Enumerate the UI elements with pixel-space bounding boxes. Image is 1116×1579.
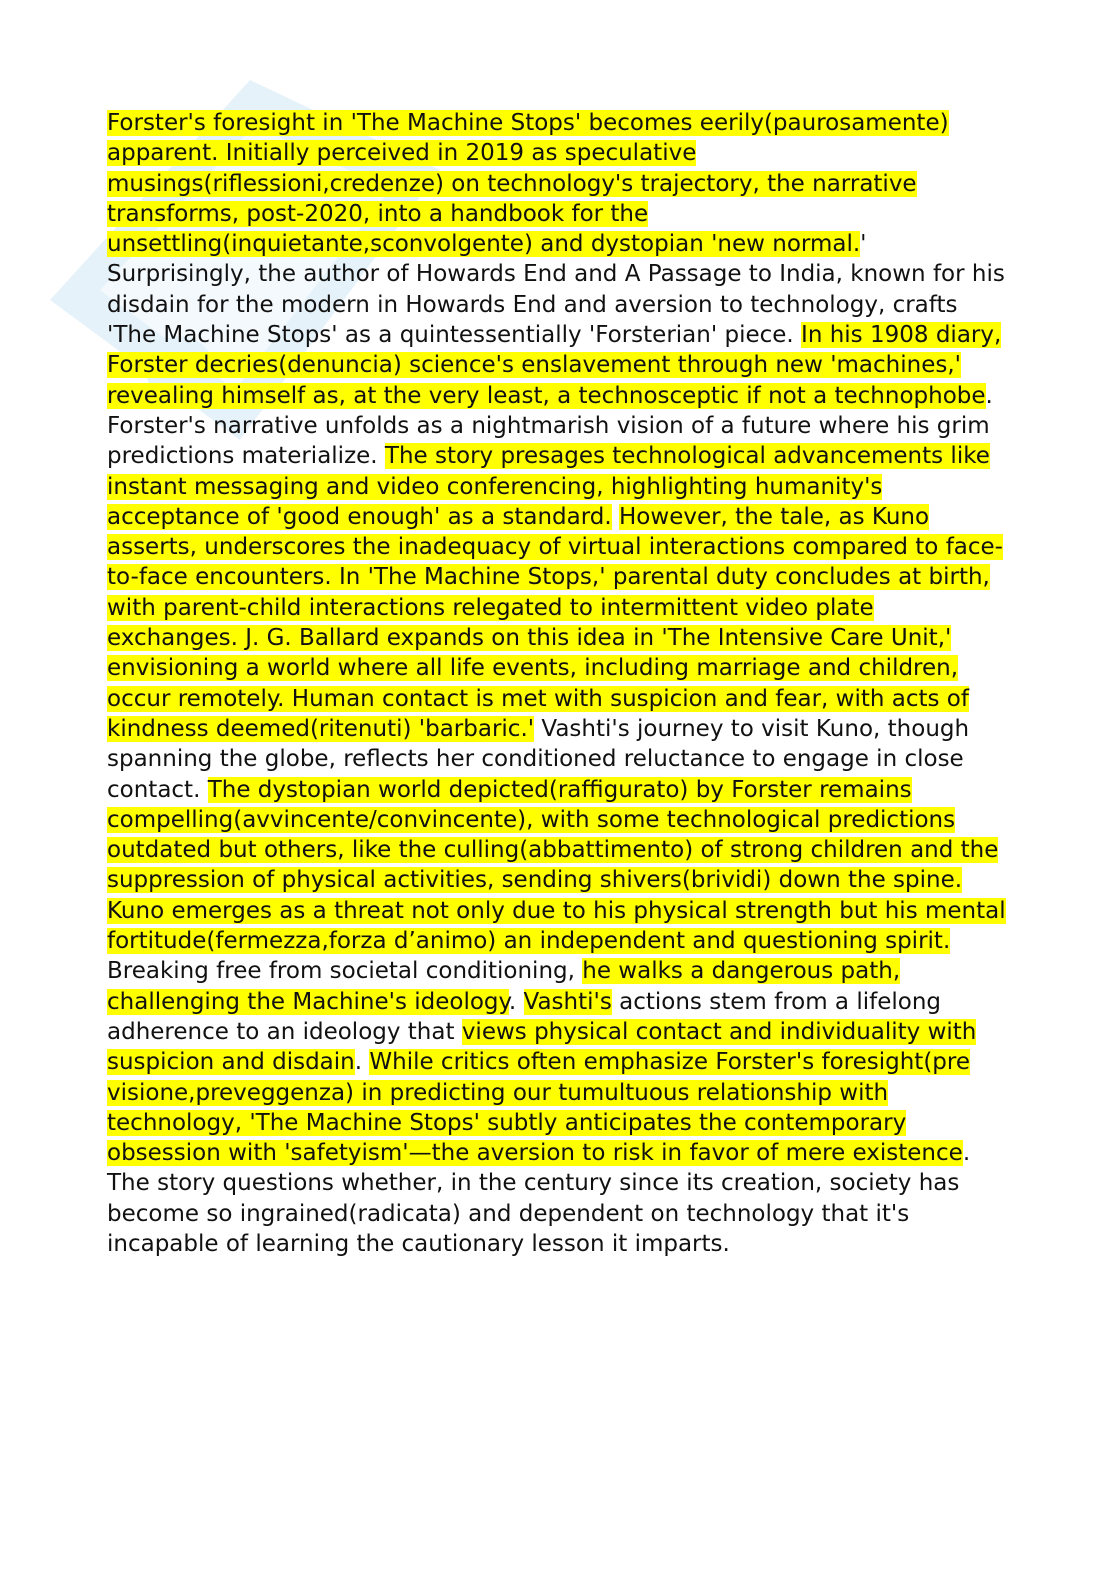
highlighted-text-segment: While critics often emphasize Forster's foresight(pre visione,preveggenza) in predicting our tumultuous relationship with technology, 'The Machine Stops' subtly anticipates the contemporary obsession with 'safetyism'—the aversion to risk in favor of mere existence: [107, 1049, 971, 1167]
highlighted-text-segment: he walks a dangerous path, challenging the Machine's ideology: [107, 958, 901, 1015]
text-segment: actions stem from a lifelong adherence to an ideology that: [107, 988, 942, 1045]
text-segment: [612, 504, 619, 530]
text-segment: .: [508, 988, 524, 1015]
text-segment: Vashti's journey to visit Kuno, though spanning the globe, reflects her conditioned reluctance to engage in close contact.: [107, 715, 970, 803]
highlighted-text-segment: The story presages technological advancements like instant messaging and video conferencing, highlighting humanity's acceptance of 'good enough' as a standard.: [107, 443, 990, 530]
highlighted-text-segment: Vashti's: [523, 988, 612, 1015]
text-segment: ' Surprisingly, the author of Howards End and A Passage to India, known for his disdain for the modern in Howards End and aversion to technology, crafts 'The Machine Stops' as a quintessentially 'Forsterian' piece.: [107, 231, 1005, 349]
highlighted-text-segment: The dystopian world depicted(raffigurato) by Forster remains compelling(avvincente/convincente), with some technological predictions outdated but others, like the culling(abbattimento) of strong children and the suppression of physical activities, sending shivers(brividi) down the spine. Kuno emerges as a threat not only due to his physical strength but his mental fortitude(fermezza,forza d’animo) an independent and questioning spirit.: [107, 776, 1006, 955]
body-paragraph: [107, 108, 1007, 1259]
text-segment: . Forster's narrative unfolds as a nightmarish vision of a future where his grim predictions materialize.: [107, 382, 993, 470]
highlighted-text-segment: However, the tale, as Kuno asserts, underscores the inadequacy of virtual interactions compared to face-to-face encounters. In 'The Machine Stops,' parental duty concludes at birth, with parent-child interactions relegated to intermittent video plate exchanges. J. G. Ballard expands on this idea in 'The Intensive Care Unit,' envisioning a world where all life events, including marriage and children, occur remotely. Human contact is met with suspicion and fear, with acts of kindness deemed(ritenuti) 'barbaric.': [107, 503, 1003, 742]
text-segment: .: [354, 1049, 370, 1076]
highlighted-text-segment: Forster's foresight in 'The Machine Stops' becomes eerily(paurosamente) apparent. Initially perceived in 2019 as speculative musings(riflessioni,credenze) on technology's trajectory, the narrative transforms, post-2020, into a handbook for the unsettling(inquietante,sconvolgente) and dystopian 'new normal.: [107, 110, 949, 258]
highlighted-text-segment: In his 1908 diary, Forster decries(denuncia) science's enslavement through new 'machines,' revealing himself as, at the very least, a technosceptic if not a technophobe: [107, 322, 1002, 409]
text-segment: Breaking free from societal conditioning,: [107, 958, 583, 985]
highlighted-text-segment: views physical contact and individuality with suspicion and disdain: [107, 1018, 977, 1076]
text-segment: . The story questions whether, in the century since its creation, society has become so ingrained(radicata) and dependent on technology that it's incapable of learning the cautionary lesson it imparts.: [107, 1140, 971, 1257]
